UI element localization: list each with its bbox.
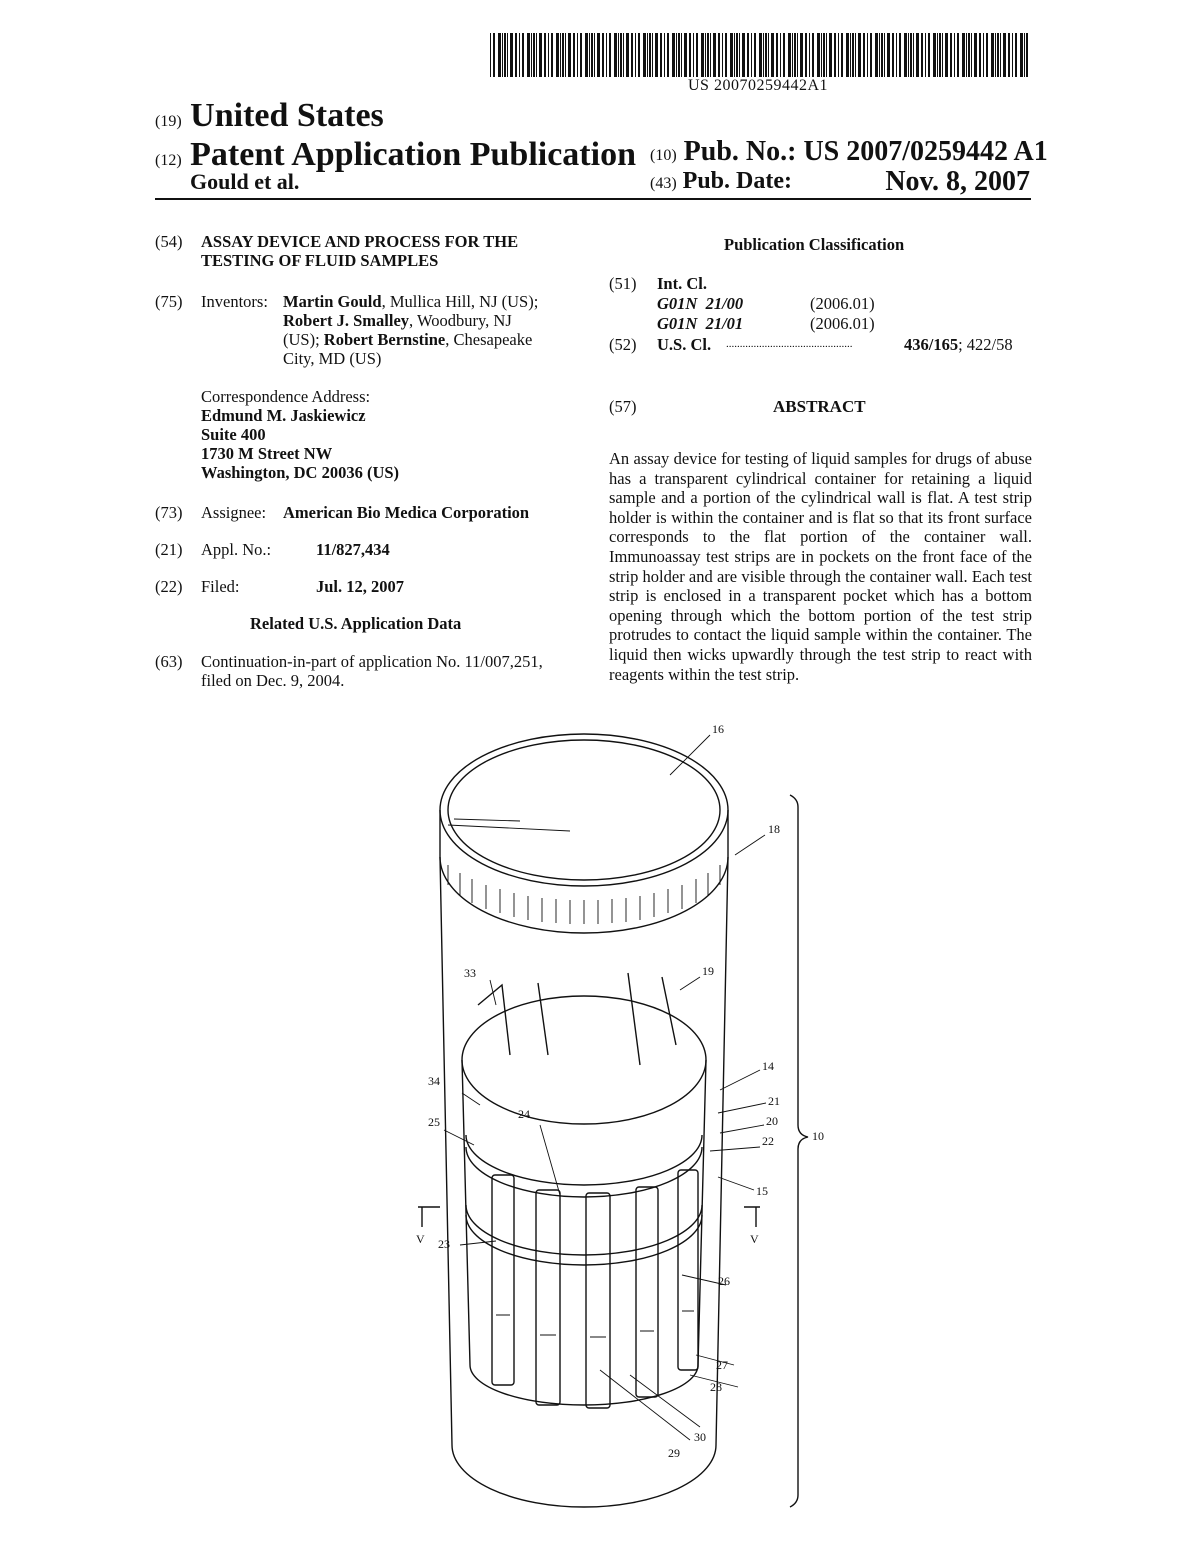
country-name: United States — [190, 97, 384, 134]
barcode-bar — [979, 33, 981, 77]
barcode-bar — [707, 33, 709, 77]
barcode-bar — [713, 33, 716, 77]
barcode-bar — [544, 33, 546, 77]
barcode-bar — [991, 33, 994, 77]
lid-inner-rim — [448, 740, 720, 880]
inventor-2: Robert J. Smalley, Woodbury, NJ — [283, 311, 512, 330]
filed-label: Filed: — [201, 577, 240, 596]
assignee-name: American Bio Medica Corporation — [283, 503, 530, 522]
barcode-bar — [620, 33, 622, 77]
ref-28: 28 — [710, 1380, 722, 1394]
barcode-bar — [594, 33, 595, 77]
lid-knurling — [448, 865, 720, 924]
barcode-bar — [751, 33, 752, 77]
barcode-bar — [684, 33, 687, 77]
barcode-bar — [618, 33, 619, 77]
inid-code-19: (19) — [155, 113, 182, 130]
inid-code-63: (63) — [155, 652, 183, 671]
ref-33: 33 — [464, 966, 476, 980]
inid-code-10: (10) — [650, 147, 677, 164]
appl-no-value: 11/827,434 — [316, 540, 390, 559]
ref-25: 25 — [428, 1115, 440, 1129]
barcode-bar — [681, 33, 682, 77]
ref-23: 23 — [438, 1237, 450, 1251]
ref-20: 20 — [766, 1114, 778, 1128]
ref-30: 30 — [694, 1430, 706, 1444]
barcode-bar — [763, 33, 764, 77]
barcode-bar — [855, 33, 856, 77]
barcode-bar — [597, 33, 600, 77]
ref-22: 22 — [762, 1134, 774, 1148]
barcode-bar — [515, 33, 517, 77]
barcode-bar — [591, 33, 593, 77]
barcode-bar — [638, 33, 640, 77]
pub-no-value: US 2007/0259442 A1 — [803, 136, 1048, 167]
barcode-bar — [974, 33, 977, 77]
correspondence-name: Edmund M. Jaskiewicz — [201, 406, 366, 425]
barcode-bar — [1026, 33, 1028, 77]
barcode-bar — [565, 33, 566, 77]
container-walls — [440, 857, 728, 1445]
pub-no-label: Pub. No.: — [683, 136, 797, 167]
barcode-bar — [983, 33, 984, 77]
barcode-bar — [614, 33, 617, 77]
barcode-bar — [805, 33, 807, 77]
barcode-bar — [631, 33, 633, 77]
us-cl-value: 436/165; 422/58 — [904, 335, 1013, 354]
barcode-bar — [957, 33, 959, 77]
barcode-bar — [551, 33, 553, 77]
inid-code-75: (75) — [155, 292, 183, 311]
assignee-label: Assignee: — [201, 503, 267, 522]
barcode-bar — [997, 33, 999, 77]
barcode-bar — [585, 33, 588, 77]
barcode-bar — [892, 33, 894, 77]
barcode-bar — [800, 33, 803, 77]
barcode-bar — [780, 33, 781, 77]
barcode-bar — [884, 33, 885, 77]
inid-code-52: (52) — [609, 335, 637, 354]
assembly-bracket — [790, 795, 808, 1507]
barcode-bar — [573, 33, 575, 77]
barcode-bar — [527, 33, 530, 77]
barcode-bar — [652, 33, 653, 77]
barcode-bar — [1003, 33, 1006, 77]
barcode-bar — [971, 33, 972, 77]
barcode-bar — [710, 33, 711, 77]
barcode-bar — [560, 33, 561, 77]
us-cl-label: U.S. Cl. — [657, 335, 712, 354]
barcode-bar — [776, 33, 778, 77]
barcode-bar — [606, 33, 607, 77]
barcode-bar — [531, 33, 532, 77]
barcode-bar — [533, 33, 535, 77]
barcode-bar — [794, 33, 796, 77]
barcode-bar — [899, 33, 901, 77]
barcode-bar — [846, 33, 849, 77]
filed-date: Jul. 12, 2007 — [316, 577, 405, 596]
barcode-bar — [928, 33, 930, 77]
barcode-bar — [667, 33, 669, 77]
ref-21: 21 — [768, 1094, 780, 1108]
barcode-bar — [626, 33, 629, 77]
inid-code-51: (51) — [609, 274, 637, 293]
barcode-bar — [850, 33, 851, 77]
barcode-bar — [747, 33, 749, 77]
barcode-bar — [1008, 33, 1010, 77]
barcode-bar — [493, 33, 495, 77]
barcode-bar — [879, 33, 880, 77]
barcode-bar — [722, 33, 723, 77]
barcode-bar — [589, 33, 590, 77]
barcode-bar — [649, 33, 651, 77]
barcode-bar — [754, 33, 756, 77]
barcode-bar — [937, 33, 938, 77]
barcode-bar — [986, 33, 988, 77]
barcode-bar — [490, 33, 491, 77]
barcode-bar — [507, 33, 508, 77]
inid-code-12: (12) — [155, 152, 182, 169]
barcode-bar — [689, 33, 691, 77]
ref-24: 24 — [518, 1107, 530, 1121]
correspondence-street: 1730 M Street NW — [201, 444, 333, 463]
barcode-bar — [693, 33, 694, 77]
barcode-bar — [995, 33, 996, 77]
barcode-bar — [660, 33, 662, 77]
publication-date — [650, 168, 1030, 195]
related-data-heading: Related U.S. Application Data — [250, 614, 462, 633]
int-class-1: G01N 21/00 — [657, 294, 744, 313]
barcode-bar — [768, 33, 769, 77]
ref-v-left: V — [416, 1232, 425, 1246]
barcode-bar — [771, 33, 774, 77]
barcode-bar — [896, 33, 897, 77]
pub-date-label: Pub. Date: — [682, 168, 792, 194]
header-rule — [155, 198, 1031, 200]
barcode-bar — [838, 33, 839, 77]
inid-code-57: (57) — [609, 397, 637, 416]
barcode-bar — [742, 33, 745, 77]
inid-code-21: (21) — [155, 540, 183, 559]
inid-code-54: (54) — [155, 232, 183, 251]
authors: Gould et al. — [190, 169, 300, 194]
barcode-bar — [765, 33, 767, 77]
barcode-bar — [734, 33, 735, 77]
continuation-line-1: Continuation-in-part of application No. 11/007,251, — [201, 652, 543, 671]
ref-10: 10 — [812, 1129, 824, 1143]
barcode-bar — [954, 33, 955, 77]
ref-16: 16 — [712, 722, 724, 736]
barcode-bar — [678, 33, 680, 77]
ref-27: 27 — [716, 1358, 728, 1372]
barcode-bar — [834, 33, 836, 77]
barcode-bar — [609, 33, 611, 77]
barcode-bar — [858, 33, 861, 77]
ref-15: 15 — [756, 1184, 768, 1198]
barcode-bar — [792, 33, 793, 77]
ref-34: 34 — [428, 1074, 440, 1088]
barcode-bar — [925, 33, 926, 77]
barcode-bar — [730, 33, 733, 77]
barcode-bar — [908, 33, 909, 77]
inventor-1: Martin Gould, Mullica Hill, NJ (US); — [283, 292, 539, 311]
barcode-bar — [910, 33, 912, 77]
continuation-line-2: filed on Dec. 9, 2004. — [201, 671, 345, 690]
barcode-bar — [875, 33, 878, 77]
barcode-bar — [863, 33, 865, 77]
barcode-bar — [870, 33, 872, 77]
int-class-2-version: (2006.01) — [810, 314, 875, 333]
barcode-bar — [812, 33, 814, 77]
barcode-bar — [562, 33, 564, 77]
correspondence-city: Washington, DC 20036 (US) — [201, 463, 400, 482]
lid-top — [440, 734, 728, 886]
appl-no-label: Appl. No.: — [201, 540, 272, 559]
barcode-bar — [1024, 33, 1025, 77]
barcode-bar — [739, 33, 740, 77]
barcode-bar — [539, 33, 542, 77]
barcode-bar — [841, 33, 843, 77]
test-strips — [492, 1170, 698, 1408]
barcode-bar — [522, 33, 524, 77]
barcode-bar — [725, 33, 727, 77]
barcode-bar — [904, 33, 907, 77]
barcode-bar — [536, 33, 537, 77]
barcode-bar — [968, 33, 970, 77]
barcode-bar — [788, 33, 791, 77]
barcode-bar — [797, 33, 798, 77]
barcode-bar — [966, 33, 967, 77]
barcode-bar — [887, 33, 890, 77]
country-heading — [155, 97, 384, 135]
barcode-bar — [498, 33, 501, 77]
barcode-bar — [783, 33, 785, 77]
barcode-bar — [913, 33, 914, 77]
barcode-bar — [1012, 33, 1013, 77]
barcode-bar — [809, 33, 810, 77]
correspondence-label: Correspondence Address: — [201, 387, 371, 406]
barcode-bar — [623, 33, 624, 77]
barcode-bar — [635, 33, 636, 77]
inid-code-43: (43) — [650, 175, 677, 192]
barcode-bar — [921, 33, 923, 77]
barcode-bar — [933, 33, 936, 77]
lid-shading — [448, 819, 570, 831]
barcode-bar — [1000, 33, 1001, 77]
barcode-bar — [829, 33, 832, 77]
ref-v-right: V — [750, 1232, 759, 1246]
barcode-bar — [664, 33, 665, 77]
barcode-bar — [1020, 33, 1023, 77]
barcode-bar — [647, 33, 648, 77]
barcode-number: US 20070259442A1 — [688, 77, 829, 94]
ref-19: 19 — [702, 964, 714, 978]
inid-code-73: (73) — [155, 503, 183, 522]
pub-class-heading: Publication Classification — [724, 235, 905, 254]
barcode — [490, 33, 1030, 77]
barcode-bar — [950, 33, 952, 77]
barcode-bar — [867, 33, 868, 77]
int-cl-label: Int. Cl. — [657, 274, 707, 293]
correspondence-suite: Suite 400 — [201, 425, 266, 444]
inventor-3: (US); Robert Bernstine, Chesapeake — [283, 330, 533, 349]
barcode-bar — [881, 33, 883, 77]
barcode-bar — [502, 33, 503, 77]
ref-14: 14 — [762, 1059, 774, 1073]
barcode-bar — [826, 33, 827, 77]
int-class-2: G01N 21/01 — [657, 314, 744, 333]
patent-drawing — [400, 715, 860, 1515]
int-class-1-version: (2006.01) — [810, 294, 875, 313]
barcode-bar — [916, 33, 919, 77]
abstract-heading: ABSTRACT — [773, 397, 866, 416]
barcode-bar — [577, 33, 578, 77]
barcode-bar — [519, 33, 520, 77]
holder-panels — [478, 973, 676, 1065]
holder-bands — [466, 1135, 702, 1265]
us-cl-leader-dots: .............................................. — [726, 338, 853, 350]
barcode-bar — [718, 33, 720, 77]
barcode-bar — [504, 33, 506, 77]
title-line-2: TESTING OF FLUID SAMPLES — [201, 251, 439, 270]
barcode-bar — [852, 33, 854, 77]
barcode-bar — [556, 33, 559, 77]
barcode-bar — [602, 33, 604, 77]
barcode-bar — [701, 33, 704, 77]
barcode-bar — [759, 33, 762, 77]
abstract-text: An assay device for testing of liquid samples for drugs of abuse has a transparent cylindrical container for retaining a liquid sample and a portion of the cylindrical wall is flat. A test strip holder is within the container and is flat so that its front surface corresponds to the flat portion of the container wall. Immunoassay test strips are in pockets on the front face of the strip holder and are visible through the container wall. Each test strip is enclosed in a transparent pocket which has a bottom opening through which the bottom portion of the test strip protrudes to contact the liquid sample within the container. The liquid then wicks upwardly through the test strip to react with reagents within the test strip. — [609, 449, 1032, 684]
pub-date-value: Nov. 8, 2007 — [885, 166, 1030, 197]
barcode-bar — [705, 33, 706, 77]
barcode-bar — [945, 33, 948, 77]
barcode-bar — [1015, 33, 1017, 77]
barcode-bar — [696, 33, 698, 77]
barcode-bar — [548, 33, 549, 77]
inventor-3-location: City, MD (US) — [283, 349, 382, 368]
barcode-bar — [672, 33, 675, 77]
barcode-bar — [736, 33, 738, 77]
barcode-bar — [939, 33, 941, 77]
barcode-bar — [510, 33, 513, 77]
barcode-bar — [655, 33, 658, 77]
publication-type: Patent Application Publication — [190, 136, 636, 173]
barcode-bar — [568, 33, 571, 77]
barcode-bar — [962, 33, 965, 77]
publication-number — [650, 136, 1048, 168]
barcode-bar — [580, 33, 582, 77]
inid-code-22: (22) — [155, 577, 183, 596]
barcode-bar — [823, 33, 825, 77]
inventors-label: Inventors: — [201, 292, 268, 311]
title-line-1: ASSAY DEVICE AND PROCESS FOR THE — [201, 232, 519, 251]
barcode-bar — [942, 33, 943, 77]
ref-26: 26 — [718, 1274, 730, 1288]
barcode-bar — [817, 33, 820, 77]
barcode-bar — [821, 33, 822, 77]
ref-29: 29 — [668, 1446, 680, 1460]
ref-18: 18 — [768, 822, 780, 836]
barcode-bar — [676, 33, 677, 77]
barcode-bar — [643, 33, 646, 77]
